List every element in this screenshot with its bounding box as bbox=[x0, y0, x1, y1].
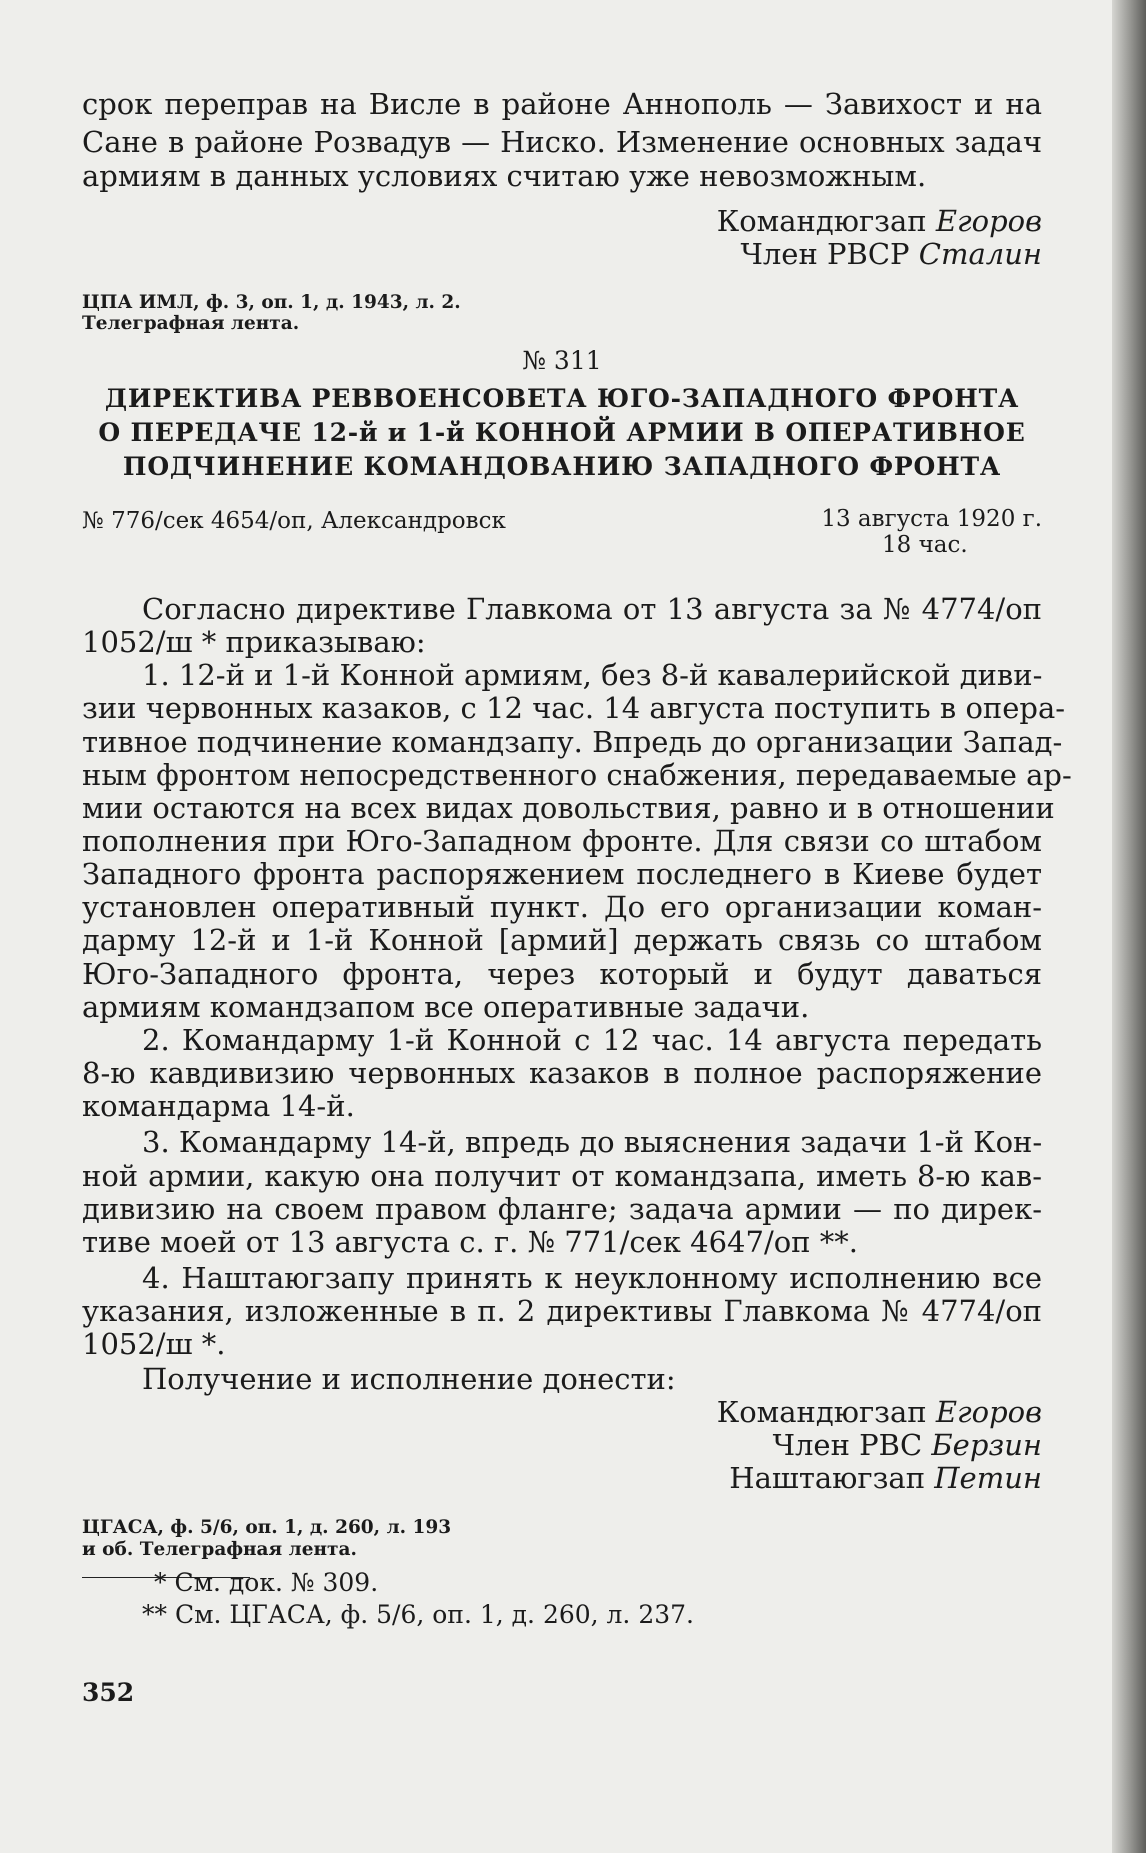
paragraph-line: зии червонных казаков, с 12 час. 14 августа поступить в опера- bbox=[82, 691, 1066, 725]
paragraph-line: 1052/ш * приказываю: bbox=[82, 625, 426, 659]
signature-role: Командюгзап bbox=[716, 1395, 936, 1429]
paragraph-line: армиям в данных условиях считаю уже невозможным. bbox=[82, 159, 927, 193]
paragraph-line: пополнения при Юго-Западном фронте. Для связи со штабом bbox=[82, 824, 1042, 858]
document-title-line: О ПЕРЕДАЧЕ 12-й и 1-й КОННОЙ АРМИИ В ОПЕРАТИВНОЕ bbox=[98, 418, 1026, 447]
signature-line bbox=[82, 1429, 1042, 1462]
document-date: 13 августа 1920 г. bbox=[821, 506, 1042, 532]
document-registration: № 776/сек 4654/оп, Александровск bbox=[82, 508, 506, 534]
paragraph-line: ной армии, какую она получит от командзапа, иметь 8-ю кав- bbox=[82, 1159, 1042, 1193]
paragraph-line: 2. Командарму 1-й Конной с 12 час. 14 августа передать bbox=[142, 1023, 1042, 1057]
signature-line bbox=[82, 205, 1042, 238]
signature-role: Командюгзап bbox=[716, 204, 936, 238]
archive-source: Телеграфная лента. bbox=[82, 313, 300, 334]
paragraph-line: Согласно директиве Главкома от 13 августа за № 4774/оп bbox=[142, 592, 1042, 626]
paragraph-line: Получение и исполнение донести: bbox=[142, 1362, 676, 1396]
signature-name: Егоров bbox=[935, 1395, 1042, 1429]
paragraph-line: дарму 12-й и 1-й Конной [армий] держать связь со штабом bbox=[82, 923, 1042, 957]
paragraph-line: мии остаются на всех видах довольствия, равно и в отношении bbox=[82, 791, 1055, 825]
paragraph-line: 8-ю кавдивизию червонных казаков в полное распоряжение bbox=[82, 1056, 1042, 1090]
archive-source: ЦГАСА, ф. 5/6, оп. 1, д. 260, л. 193 bbox=[82, 1517, 452, 1538]
footnote: * См. док. № 309. bbox=[154, 1568, 379, 1597]
paragraph-line: срок переправ на Висле в районе Аннополь — Завихост и на bbox=[82, 87, 1042, 121]
signature-role: Наштаюгзап bbox=[729, 1461, 935, 1495]
paragraph-line: 4. Наштаюгзапу принять к неуклонному исполнению все bbox=[142, 1261, 1042, 1295]
footnote: ** См. ЦГАСА, ф. 5/6, оп. 1, д. 260, л. 237. bbox=[142, 1600, 694, 1629]
paragraph-line: указания, изложенные в п. 2 директивы Главкома № 4774/оп bbox=[82, 1294, 1042, 1328]
document-title-line: ДИРЕКТИВА РЕВВОЕНСОВЕТА ЮГО-ЗАПАДНОГО ФРОНТА bbox=[104, 384, 1020, 413]
signature-name: Сталин bbox=[918, 237, 1042, 271]
paragraph-line: тивное подчинение командзапу. Впредь до организации Запад- bbox=[82, 725, 1063, 759]
signature-name: Егоров bbox=[935, 204, 1042, 238]
document-title-line: ПОДЧИНЕНИЕ КОМАНДОВАНИЮ ЗАПАДНОГО ФРОНТА bbox=[122, 452, 1002, 481]
signature-role: Член РВСР bbox=[740, 237, 919, 271]
paragraph-line: установлен оперативный пункт. До его организации коман- bbox=[82, 890, 1042, 924]
paragraph-line: дивизию на своем правом фланге; задача армии — по дирек- bbox=[82, 1192, 1042, 1226]
signature-name: Берзин bbox=[931, 1428, 1042, 1462]
archive-source: ЦПА ИМЛ, ф. 3, оп. 1, д. 1943, л. 2. bbox=[82, 292, 461, 313]
signature-line bbox=[82, 1396, 1042, 1429]
paragraph-line: Сане в районе Розвадув — Ниско. Изменение основных задач bbox=[82, 125, 1042, 159]
paragraph-line: Юго-Западного фронта, через который и будут даваться bbox=[82, 957, 1042, 991]
page-number: 352 bbox=[82, 1678, 135, 1707]
paragraph-line: 1. 12-й и 1-й Конной армиям, без 8-й кавалерийской диви- bbox=[142, 658, 1043, 692]
signature-line bbox=[82, 1462, 1042, 1495]
page-edge-shadow bbox=[1112, 0, 1146, 1853]
paragraph-line: армиям командзапом все оперативные задачи. bbox=[82, 990, 810, 1024]
signature-role: Член РВС bbox=[772, 1428, 932, 1462]
document-number: № 311 bbox=[522, 346, 602, 375]
signature-line bbox=[82, 238, 1042, 271]
paragraph-line: 3. Командарму 14-й, впредь до выяснения задачи 1-й Кон- bbox=[142, 1125, 1043, 1159]
paragraph-line: тиве моей от 13 августа с. г. № 771/сек 4647/оп **. bbox=[82, 1225, 858, 1259]
paragraph-line: командарма 14-й. bbox=[82, 1089, 355, 1123]
signature-name: Петин bbox=[934, 1461, 1042, 1495]
paragraph-line: 1052/ш *. bbox=[82, 1327, 226, 1361]
paragraph-line: Западного фронта распоряжением последнего в Киеве будет bbox=[82, 857, 1042, 891]
archive-source: и об. Телеграфная лента. bbox=[82, 1539, 357, 1560]
paragraph-line: ным фронтом непосредственного снабжения, передаваемые ар- bbox=[82, 758, 1072, 792]
document-time: 18 час. bbox=[882, 532, 968, 558]
